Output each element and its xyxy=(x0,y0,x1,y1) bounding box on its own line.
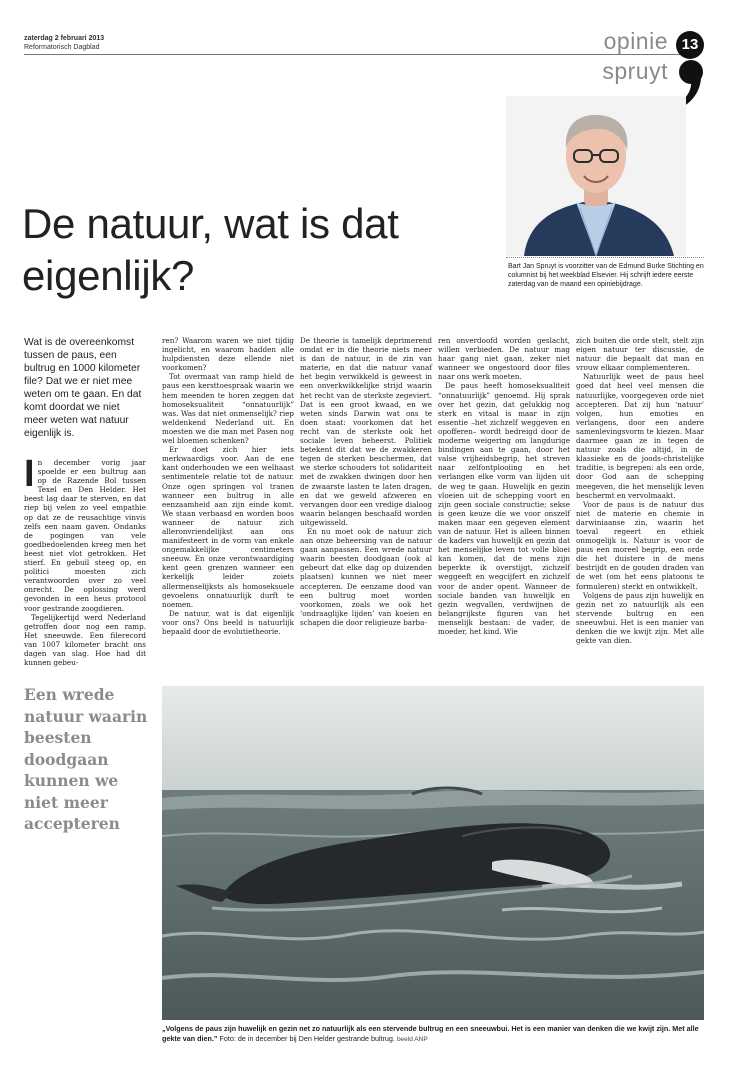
portrait-caption: Bart Jan Spruyt is voorzitter van de Edmund Burke Stichting en columnist bij het weekblad Elsevier. Hij schrijft iedere eerste zaterdag van de maand een opiniebijdrage. xyxy=(508,263,704,288)
pull-quote: Een wrede natuur waarin beesten doodgaan kunnen we niet meer accepteren xyxy=(24,685,148,833)
drop-cap: I xyxy=(24,453,35,495)
paragraph: ren? Waarom waren we niet tijdig ingelicht, en waarom hadden alle hulpdiensten deze ellende niet voorkomen? xyxy=(162,336,294,373)
article-column-2 xyxy=(162,336,294,636)
paragraph: De paus heeft homoseksualiteit “onnatuurlijk” genoemd. Hij sprak over het gezin, dat gelukkig nog sterk en vitaal is maar in zijn essentie –het zichzelf weggeven en opofferen– wordt bedreigd door de moderne weigering om langdurige bindingen aan te gaan, door het valse vrijheidsbegrip, het streven naar zelfontplooiing en het verlangen elke vorm van lijden uit de weg te gaan. Huwelijk en gezin vloeien uit de schepping voort en zijn geen sociale constructie; sekse is geen keuze die we voor onszelf maken maar een gegeven element van de natuur. Het is alleen binnen de kaders van huwelijk en gezin dat het menselijke leven tot volle bloei kan komen, dat de mens zijn beperkte ik overstijgt, zichzelf weggeeft en wegcijfert en zichzelf voor de ander opent. Wanneer de sociale banden van huwelijk en gezin wegvallen, verdwijnen de belangrijkste figuren van het menselijk bestaan: de vader, de moeder, het kind. Wie xyxy=(438,381,570,636)
paragraph: n december vorig jaar spoelde er een bultrug aan op de Razende Bol tussen Texel en Den Helder. Het beest lag daar te sterven, en dat riep bij velen zo veel empathie op dat ze de reusachtige vinvis zelfs een naam gaven. Ondanks de pogingen van vele goedbedoelenden kreeg men het beest niet vlot getrokken. Het stierf. En gebuil steeg op, en politici moesten zich verantwoorden over zo veel onrecht. De oplossing werd gevonden in een heus protocol voor gestrande zoogdieren. xyxy=(24,458,146,613)
column-name: spruyt xyxy=(602,58,668,84)
article-column-3 xyxy=(300,336,432,627)
masthead xyxy=(24,34,104,52)
article-intro: Wat is de overeenkomst tussen de paus, een bultrug en 1000 kilometer file? Dat we er niet mee weten om te gaan. En dat komt doordat we niet meer weten wat natuur eigenlijk is. xyxy=(24,337,142,439)
paragraph: De natuur, wat is dat eigenlijk voor ons? Ons beeld is natuurlijk bepaald door de evolutietheorie. xyxy=(162,608,294,636)
paragraph: Tegelijkertijd werd Nederland getroffen door nog een ramp. Het sneeuwde. Een filerecord van 1007 kilometer bracht ons dagen van slag. Hoe had dit kunnen gebeu- xyxy=(24,612,146,668)
whale-photo xyxy=(162,686,704,1020)
article-headline xyxy=(22,198,492,302)
page-number-badge: 13 xyxy=(676,31,704,59)
photo-credit: beeld ANP xyxy=(396,1035,428,1043)
paragraph: De theorie is tamelijk deprimerend omdat er in die theorie niets meer is dan de natuur, in de zin van materie, en dat die natuur vanaf het begin verwikkeld is geweest in een onverkwikkelijke strijd waarin het recht van de sterkste zegeviert. Dat is een groot kwaad, en we weten sinds Darwin wat ons te doen staat: voorkomen dat het recht van de sterkste ook het sociale leven beheerst. Politiek betekent dit dat we de zwakkeren tegen de sterken beschermen, dat we sterke schouders tot solidariteit met de zwakken dwingen door hen de zwaarste lasten te laten dragen, en dat we geweld afzweren en vervangen door een vredige dialoog waarin belangen beschaafd worden uitgewisseld. xyxy=(300,336,432,527)
paragraph: En nu moet ook de natuur zich aan onze beheersing van de natuur gaan aanpassen. Een wrede natuur waarin beesten doodgaan (ook al gebeurt dat elke dag op duizenden plaatsen) kunnen we niet meer accepteren. De eenzame dood van een bultrug moet worden voorkomen, zoals we ook het ‘ondraaglijke lijden’ van koeien en schapen die door religieuze barba- xyxy=(300,526,432,627)
section-title: opinie xyxy=(603,28,668,54)
article-column-4 xyxy=(438,336,570,636)
headline-line-2: eigenlijk? xyxy=(22,252,195,299)
issue-date: zaterdag 2 februari 2013 xyxy=(24,35,105,42)
article-column-1 xyxy=(24,453,146,668)
article-column-5 xyxy=(576,336,704,645)
photo-caption xyxy=(162,1024,704,1044)
paragraph: Natuurlijk weet de paus heel goed dat heel veel mensen die natuurlijke, voorgegeven orde niet accepteren. Dat zij hun ‘natuur’ volgen, hun emoties en verlangens, door een andere samenlevingsvorm te kiezen. Maar daarmee gaan ze in tegen de natuur zoals die altijd, in de klassieke en de joods-christelijke traditie, is begrepen: als een orde, door God aan de schepping meegeven, die het menselijk leven beschermt en vervolmaakt. xyxy=(576,372,704,500)
stranded-whale-image xyxy=(162,686,704,1020)
paragraph: Voor de paus is de natuur dus niet de materie en chemie in darwiniaanse zin, waarin het toeval regeert en ethiek onmogelijk is. Natuur is voor de paus een moreel begrip, een orde die het duistere in de mens bestrijdt en de gouden draden van de wet (om het eens platoons te formuleren) sterkt en ontwikkelt. xyxy=(576,499,704,591)
paragraph: ren onverdoofd worden geslacht, willen verbieden. De natuur mag haar gang niet gaan, zeker niet wanneer we ongestoord door files naar ons werk moeten. xyxy=(438,336,570,382)
photo-caption-quote: „Volgens de paus zijn huwelijk en gezin net zo natuurlijk als een stervende bultrug en een sneeuwbui. Het is een manier van denken die we kwijt zijn. Met alle gekte van dien.” xyxy=(162,1024,699,1043)
paragraph: zich buiten die orde stelt, stelt zijn eigen natuur ter discussie, de natuur die bepaalt dat man en vrouw elkaar complementeren. xyxy=(576,336,704,373)
photo-caption-text: Foto: de in december bij Den Helder gestrande bultrug. xyxy=(217,1033,395,1043)
paragraph: Er doet zich hier iets merkwaardigs voor. Aan de ene kant onderhouden we een welhaast sentimentele relatie tot de natuur. Onze ogen springen vol tranen wanneer een bultrug in alle eenzaamheid aan zijn einde komt. We staan verbaasd en worden boos wanneer de natuur zich alleronvriendelijkst aan ons manifesteert in de vorm van enkele ongemakkelijke centimeters sneeuw. En onze verontwaardiging kent geen grenzen wanneer een kerkelijk leider zoiets allermenselijksts als homoseksuele gevoelens onnatuurlijk durft te noemen. xyxy=(162,445,294,609)
author-photo xyxy=(506,96,686,256)
paragraph: Volgens de paus zijn huwelijk en gezin net zo natuurlijk als een stervende bultrug en een sneeuwbui. Het is een manier van denken die we kwijt zijn. Met alle gekte van dien. xyxy=(576,590,704,646)
author-portrait xyxy=(506,96,686,256)
headline-line-1: De natuur, wat is dat xyxy=(22,200,399,247)
paragraph: Tot overmaat van ramp hield de paus een kersttoespraak waarin we hem meenden te horen zeggen dat homoseksualiteit “onnatuurlijk” was. Was dat niet onmenselijk? riep weldenkend Nederland uit. En moesten we die man met Pasen nog wel bloemen schenken? xyxy=(162,372,294,446)
newspaper-name: Reformatorisch Dagblad xyxy=(24,44,100,51)
caption-divider xyxy=(506,257,704,258)
